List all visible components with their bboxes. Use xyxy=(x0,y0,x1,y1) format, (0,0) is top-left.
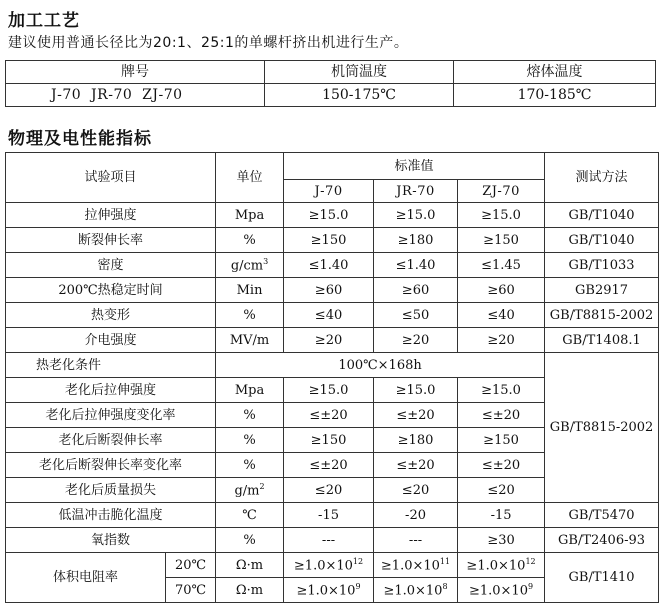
value-cell: ≥180 xyxy=(374,428,458,453)
value-cell: ≥150 xyxy=(284,228,374,253)
item-cell: 老化后拉伸强度变化率 xyxy=(6,403,216,428)
value-exponent: 12 xyxy=(525,556,536,566)
item-cell: 密度 xyxy=(6,253,216,278)
item-cell: 介电强度 xyxy=(6,328,216,353)
table-row xyxy=(6,228,659,253)
unit-cell: % xyxy=(216,303,284,328)
value-cell: ≥60 xyxy=(458,278,545,303)
value-cell: ≥15.0 xyxy=(374,378,458,403)
value-cell: ≤±20 xyxy=(458,453,545,478)
header-barrel-temp: 机筒温度 xyxy=(265,61,454,84)
value-base: ≥1.0×10 xyxy=(468,583,528,599)
unit-cell: Min xyxy=(216,278,284,303)
unit-cell: Mpa xyxy=(216,378,284,403)
value-base: ≥1.0×10 xyxy=(466,558,526,574)
table-row xyxy=(6,303,659,328)
method-cell: GB/T1033 xyxy=(545,253,659,278)
table-row xyxy=(6,61,656,84)
table-row xyxy=(6,553,659,578)
item-cell: 老化后质量损失 xyxy=(6,478,216,503)
value-cell: --- xyxy=(284,528,374,553)
table-row xyxy=(6,253,659,278)
aging-condition-value: 100℃×168h xyxy=(216,353,545,378)
table-row xyxy=(6,328,659,353)
value-cell: ≤1.40 xyxy=(284,253,374,278)
processing-table xyxy=(5,60,656,107)
method-cell: GB/T1040 xyxy=(545,228,659,253)
value-cell: ≤±20 xyxy=(374,403,458,428)
item-cell: 低温冲击脆化温度 xyxy=(6,503,216,528)
unit-cell: % xyxy=(216,428,284,453)
value-exponent: 8 xyxy=(442,581,448,591)
value-cell: ≥15.0 xyxy=(374,203,458,228)
value-cell: ≤±20 xyxy=(284,403,374,428)
table-row xyxy=(6,503,659,528)
properties-table xyxy=(5,152,659,603)
unit-cell: Ω·m xyxy=(216,553,284,578)
value-exponent: 12 xyxy=(352,556,364,566)
method-cell: GB/T1410 xyxy=(545,553,659,603)
value-exponent: 9 xyxy=(527,581,534,591)
value-cell xyxy=(284,578,374,603)
method-cell: GB/T1040 xyxy=(545,203,659,228)
table-row xyxy=(6,84,656,107)
value-cell: ≤±20 xyxy=(284,453,374,478)
value-cell: ≥15.0 xyxy=(458,378,545,403)
header-melt-temp: 熔体温度 xyxy=(454,61,656,84)
unit-cell: % xyxy=(216,453,284,478)
header-grade-zj70: ZJ-70 xyxy=(458,180,545,203)
value-cell: ≥20 xyxy=(374,328,458,353)
value-cell: -20 xyxy=(374,503,458,528)
value-cell: ≤1.40 xyxy=(374,253,458,278)
value-cell: ≥60 xyxy=(284,278,374,303)
aging-method-cell: GB/T8815-2002 xyxy=(545,353,659,503)
unit-cell: % xyxy=(216,403,284,428)
header-unit: 单位 xyxy=(216,153,284,203)
value-cell: ≤40 xyxy=(458,303,545,328)
value-cell: -15 xyxy=(458,503,545,528)
table-row xyxy=(6,528,659,553)
section-title-processing: 加工工艺 xyxy=(8,11,80,31)
method-cell: GB/T2406-93 xyxy=(545,528,659,553)
item-cell: 200℃热稳定时间 xyxy=(6,278,216,303)
unit-base: g/cm xyxy=(230,258,264,274)
value-cell: ≥15.0 xyxy=(284,203,374,228)
item-cell: 拉伸强度 xyxy=(6,203,216,228)
processing-description: 建议使用普通长径比为20:1、25:1的单螺杆挤出机进行生产。 xyxy=(8,35,409,51)
value-cell: ≤±20 xyxy=(458,403,545,428)
melt-temp-value: 170-185℃ xyxy=(454,84,656,107)
item-cell: 热变形 xyxy=(6,303,216,328)
value-cell xyxy=(284,553,374,578)
value-exponent: 11 xyxy=(439,556,451,566)
header-grade-j70: J-70 xyxy=(284,180,374,203)
value-cell xyxy=(374,578,458,603)
method-cell: GB/T1408.1 xyxy=(545,328,659,353)
value-cell: ≥150 xyxy=(458,228,545,253)
value-cell: ≥20 xyxy=(458,328,545,353)
value-cell: ≤40 xyxy=(284,303,374,328)
unit-cell: MV/m xyxy=(216,328,284,353)
unit-exponent: 3 xyxy=(263,256,269,266)
section-title-properties: 物理及电性能指标 xyxy=(8,129,152,149)
value-cell xyxy=(458,553,545,578)
value-base: ≥1.0×10 xyxy=(383,583,443,599)
item-cell: 老化后断裂伸长率 xyxy=(6,428,216,453)
unit-cell: ℃ xyxy=(216,503,284,528)
method-cell: GB/T8815-2002 xyxy=(545,303,659,328)
header-standard: 标准值 xyxy=(284,153,545,180)
table-row xyxy=(6,203,659,228)
value-base: ≥1.0×10 xyxy=(296,583,356,599)
unit-cell: % xyxy=(216,228,284,253)
method-cell: GB/T5470 xyxy=(545,503,659,528)
value-cell: ≥150 xyxy=(458,428,545,453)
unit-cell: % xyxy=(216,528,284,553)
value-cell: ≥150 xyxy=(284,428,374,453)
table-row xyxy=(6,153,659,180)
value-cell: ≥60 xyxy=(374,278,458,303)
value-cell: ≤20 xyxy=(374,478,458,503)
value-exponent: 9 xyxy=(355,581,361,591)
value-cell: --- xyxy=(374,528,458,553)
unit-cell: Mpa xyxy=(216,203,284,228)
unit-cell xyxy=(216,478,284,503)
temp-cell: 70℃ xyxy=(166,578,216,603)
item-cell: 老化后断裂伸长率变化率 xyxy=(6,453,216,478)
table-row xyxy=(6,353,659,378)
method-cell: GB2917 xyxy=(545,278,659,303)
unit-base: g/m xyxy=(234,483,260,499)
value-cell: ≥180 xyxy=(374,228,458,253)
value-cell xyxy=(374,553,458,578)
value-cell: ≤20 xyxy=(458,478,545,503)
value-cell: ≥20 xyxy=(284,328,374,353)
item-cell: 老化后拉伸强度 xyxy=(6,378,216,403)
unit-cell: Ω·m xyxy=(216,578,284,603)
grade-values: J-70 JR-70 ZJ-70 xyxy=(6,84,265,107)
value-cell: -15 xyxy=(284,503,374,528)
temp-cell: 20℃ xyxy=(166,553,216,578)
value-cell: ≤50 xyxy=(374,303,458,328)
header-grade: 牌号 xyxy=(6,61,265,84)
value-cell: ≤20 xyxy=(284,478,374,503)
value-base: ≥1.0×10 xyxy=(293,558,353,574)
header-method: 测试方法 xyxy=(545,153,659,203)
value-cell: ≥15.0 xyxy=(458,203,545,228)
item-cell: 断裂伸长率 xyxy=(6,228,216,253)
value-cell: ≥30 xyxy=(458,528,545,553)
value-cell: ≤±20 xyxy=(374,453,458,478)
item-cell: 氧指数 xyxy=(6,528,216,553)
resistivity-label: 体积电阻率 xyxy=(6,553,166,603)
header-grade-jr70: JR-70 xyxy=(374,180,458,203)
value-cell xyxy=(458,578,545,603)
value-cell: ≤1.45 xyxy=(458,253,545,278)
value-base: ≥1.0×10 xyxy=(380,558,440,574)
unit-cell xyxy=(216,253,284,278)
barrel-temp-value: 150-175℃ xyxy=(265,84,454,107)
table-row xyxy=(6,278,659,303)
unit-exponent: 2 xyxy=(259,481,265,491)
aging-condition-label: 热老化条件 xyxy=(6,353,216,378)
header-item: 试验项目 xyxy=(6,153,216,203)
value-cell: ≥15.0 xyxy=(284,378,374,403)
